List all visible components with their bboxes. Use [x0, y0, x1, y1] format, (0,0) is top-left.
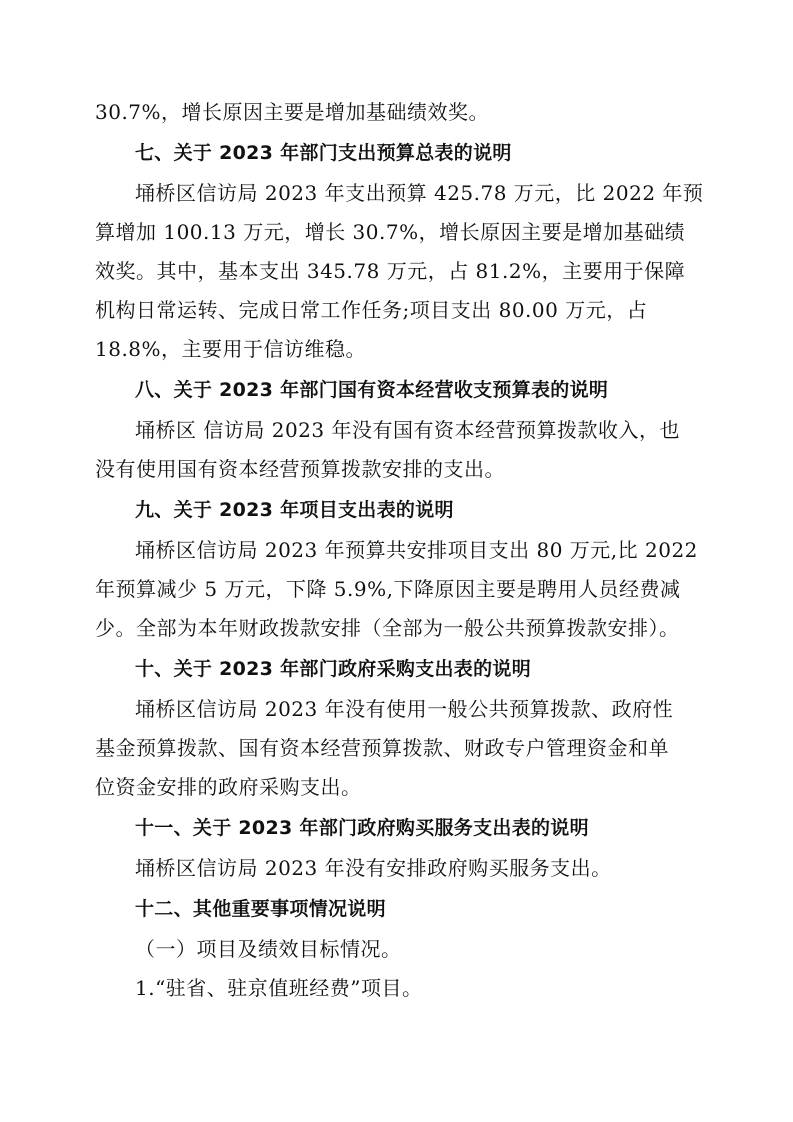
- body-text: 埇桥区信访局 2023 年没有安排政府购买服务支出。: [135, 856, 612, 880]
- item-heading: 1.“驻省、驻京值班经费”项目。: [135, 976, 423, 1000]
- section-heading-10: 十、关于 2023 年部门政府采购支出表的说明: [135, 658, 532, 680]
- section-heading-8: 八、关于 2023 年部门国有资本经营收支预算表的说明: [135, 379, 609, 401]
- document-page: [95, 93, 705, 1008]
- body-text: 少。全部为本年财政拨款安排（全部为一般公共预算拨款安排）。: [95, 616, 680, 640]
- body-text: 30.7%，增长原因主要是增加基础绩效奖。: [95, 100, 490, 124]
- section-heading-12: 十二、其他重要事项情况说明: [135, 898, 386, 920]
- body-text: 算增加 100.13 万元，增长 30.7%，增长原因主要是增加基础绩: [95, 220, 686, 244]
- section-heading-11: 十一、关于 2023 年部门政府购买服务支出表的说明: [135, 817, 589, 839]
- body-text: 基金预算拨款、国有资本经营预算拨款、财政专户管理资金和单: [95, 736, 669, 760]
- body-text: 埇桥区信访局 2023 年支出预算 425.78 万元，比 2022 年预: [135, 181, 704, 205]
- body-text: 效奖。其中，基本支出 345.78 万元，占 81.2%，主要用于保障: [95, 259, 686, 283]
- body-text: 年预算减少 5 万元，下降 5.9%,下降原因主要是聘用人员经费减: [95, 577, 681, 601]
- body-text: 埇桥区信访局 2023 年没有使用一般公共预算拨款、政府性: [135, 697, 674, 721]
- body-text: 埇桥区 信访局 2023 年没有国有资本经营预算拨款收入，也: [135, 418, 680, 442]
- body-text: 机构日常运转、完成日常工作任务;项目支出 80.00 万元，占: [95, 298, 648, 322]
- body-text: 埇桥区信访局 2023 年预算共安排项目支出 80 万元,比 2022: [135, 538, 698, 562]
- body-text: 18.8%，主要用于信访维稳。: [95, 337, 367, 361]
- section-heading-9: 九、关于 2023 年项目支出表的说明: [135, 499, 454, 521]
- subsection-heading: （一）项目及绩效目标情况。: [135, 937, 402, 961]
- body-text: 位资金安排的政府采购支出。: [95, 775, 362, 799]
- body-text: 没有使用国有资本经营预算拨款安排的支出。: [95, 457, 505, 481]
- section-heading-7: 七、关于 2023 年部门支出预算总表的说明: [135, 142, 512, 164]
